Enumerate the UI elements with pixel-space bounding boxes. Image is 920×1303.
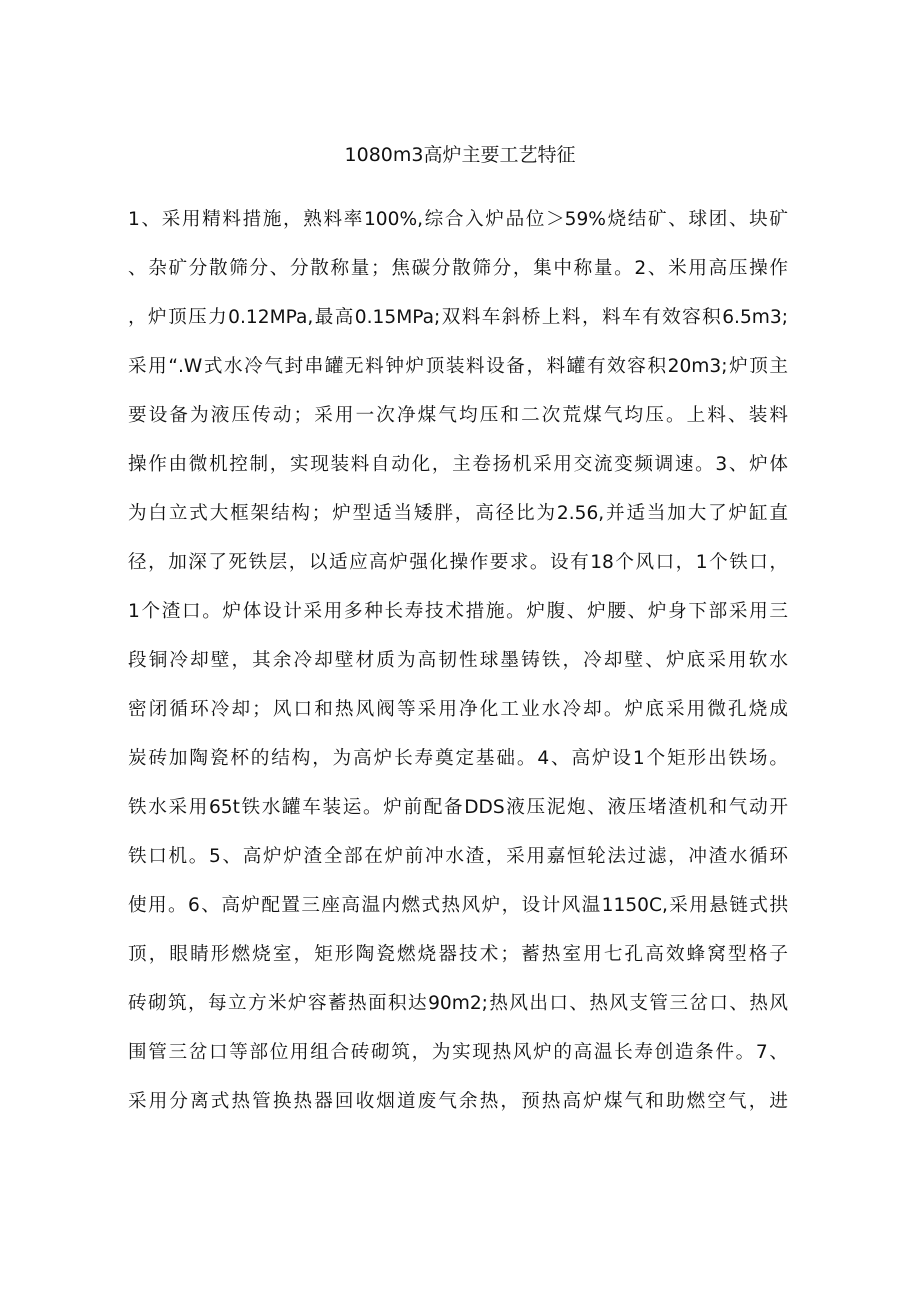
body-line-14: 铁口机。5、高炉炉渣全部在炉前冲水渣，采用嘉恒轮法过滤，冲渣水循环 bbox=[128, 846, 788, 867]
body-line-18: 围管三岔口等部位用组合砖砌筑，为实现热风炉的高温长寿创造条件。7、 bbox=[128, 1042, 788, 1063]
body-line-13: 铁水采用65t铁水罐车装运。炉前配备DDS液压泥炮、液压堵渣机和气动开 bbox=[128, 797, 788, 818]
body-line-2: 、杂矿分散筛分、分散称量；焦碳分散筛分，集中称量。2、米用高压操作 bbox=[128, 258, 788, 279]
body-line-9: 1个渣口。炉体设计采用多种长寿技术措施。炉腹、炉腰、炉身下部采用三 bbox=[128, 601, 788, 622]
body-line-7: 为白立式大框架结构；炉型适当矮胖，高径比为2.56,并适当加大了炉缸直 bbox=[128, 503, 788, 524]
body-line-19: 采用分离式热管换热器回收烟道废气余热，预热高炉煤气和助燃空气，进 bbox=[128, 1091, 788, 1112]
body-line-11: 密闭循环冷却；风口和热风阀等采用净化工业水冷却。炉底采用微孔烧成 bbox=[128, 699, 788, 720]
document-title: 1080m3高炉主要工艺特征 bbox=[344, 144, 576, 166]
body-line-8: 径，加深了死铁层，以适应高炉强化操作要求。设有18个风口，1个铁口， bbox=[128, 552, 788, 573]
body-line-4: 采用“.W式水冷气封串罐无料钟炉顶装料设备，料罐有效容积20m3;炉顶主 bbox=[128, 356, 788, 377]
body-line-6: 操作由微机控制，实现装料自动化，主卷扬机采用交流变频调速。3、炉体 bbox=[128, 454, 788, 475]
body-line-16: 顶，眼睛形燃烧室，矩形陶瓷燃烧器技术；蓄热室用七孔高效蜂窝型格子 bbox=[128, 944, 788, 965]
body-line-17: 砖砌筑，每立方米炉容蓄热面积达90m2;热风出口、热风支管三岔口、热风 bbox=[128, 993, 788, 1014]
body-line-12: 炭砖加陶瓷杯的结构，为高炉长寿奠定基础。4、高炉设1个矩形出铁场。 bbox=[128, 748, 788, 769]
body-line-10: 段铜冷却壁，其余冷却壁材质为高韧性球墨铸铁，冷却壁、炉底采用软水 bbox=[128, 650, 788, 671]
body-line-3: ，炉顶压力0.12MPa,最高0.15MPa;双料车斜桥上料，料车有效容积6.5m3; bbox=[128, 307, 788, 328]
body-line-1: 1、采用精料措施，熟料率100%,综合入炉品位＞59%烧结矿、球团、块矿 bbox=[128, 209, 788, 230]
body-line-5: 要设备为液压传动；采用一次净煤气均压和二次荒煤气均压。上料、装料 bbox=[128, 405, 788, 426]
body-line-15: 使用。6、高炉配置三座高温内燃式热风炉，设计风温1150C,采用悬链式拱 bbox=[128, 895, 788, 916]
